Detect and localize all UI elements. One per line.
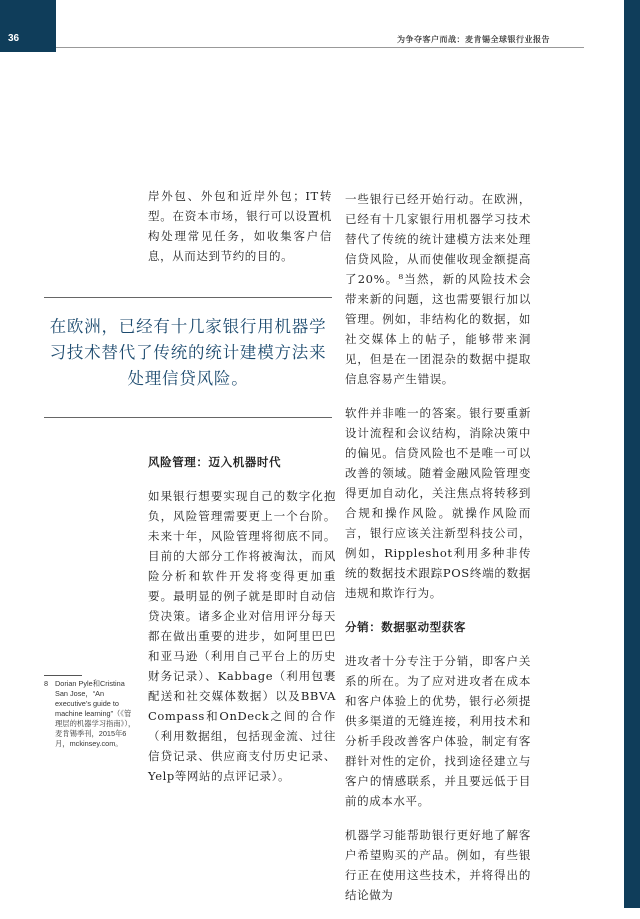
left-column-top [148,186,332,280]
section-heading-risk: 风险管理：迈入机器时代 [148,455,282,469]
footnote-rule [44,675,82,676]
side-accent-bar [624,0,640,908]
paragraph: 进攻者十分专注于分销，即客户关系的所在。为了应对进攻者在成本和客户体验上的优势，银行必须提供多渠道的无缝连接，利用技术和分析手段改善客户体验，制定有客群针对性的定价，找到途径建立与客户的情感联系，并且要远低于目前的成本水平。 [345,654,531,808]
footnote-text: Dorian Pyle和Cristina San Jose，“An executive’s guide to machine learning”（《管理层的机器学习指南》），麦肯锡季刊，2015年6月，mckinsey.com。 [55,679,136,748]
page-number: 36 [8,33,20,44]
left-column-bottom [148,452,336,800]
page-number-box [0,0,56,52]
paragraph: 机器学习能帮助银行更好地了解客户希望购买的产品。例如，有些银行正在使用这些技术，并将得出的结论做为 [345,828,531,902]
paragraph: 软件并非唯一的答案。银行要重新设计流程和会议结构，消除决策中的偏见。信贷风险也不是唯一可以改善的领域。随着金融风险管理变得更加自动化，关注焦点将转移到合规和操作风险。就操作风险而言，银行应该关注新型科技公司，例如，Rippleshot利用多种非传统的数据技术跟踪POS终端的数据违规和欺诈行为。 [345,406,531,600]
footnote-number: 8 [44,679,49,688]
running-title: 为争夺客户而战：麦肯锡全球银行业报告 [397,34,550,44]
paragraph: 如果银行想要实现自己的数字化抱负，风险管理需要更上一个台阶。未来十年，风险管理将彻底不同。目前的大部分工作将被淘汰，而风险分析和软件开发将变得更加重要。最明显的例子就是即时自动信贷决策。诸多企业对信用评分每天都在做出重要的进步，如阿里巴巴和亚马逊（利用自己平台上的历史财务记录）、Kabbage（利用包裹配送和社交媒体数据）以及BBVA Compass和OnDeck之间的合作（利用数据组，包括现金流、过往信贷记录、供应商支付历史记录、Yelp等网站的点评记录）。 [148,489,336,783]
header-rule [56,47,584,48]
pull-quote-top-rule [44,297,332,298]
paragraph: 一些银行已经开始行动。在欧洲，已经有十几家银行用机器学习技术替代了传统的统计建模方法来处理信贷风险，从而使催收现金额提高了20%。⁸当然，新的风险技术会带来新的问题，这也需要银行加以管理。例如，非结构化的数据，如社交媒体上的帖子，能够带来洞见，但是在一团混杂的数据中提取信息容易产生错误。 [345,192,531,386]
paragraph: 岸外包、外包和近岸外包；IT转型。在资本市场，银行可以设置机构处理常见任务，如收集客户信息，从而达到节约的目的。 [148,189,332,263]
right-column [345,189,531,919]
section-heading-distribution: 分销：数据驱动型获客 [345,620,466,634]
pull-quote: 在欧洲，已经有十几家银行用机器学习技术替代了传统的统计建模方法来处理信贷风险。 [49,317,327,388]
pull-quote-bottom-rule [44,417,332,418]
